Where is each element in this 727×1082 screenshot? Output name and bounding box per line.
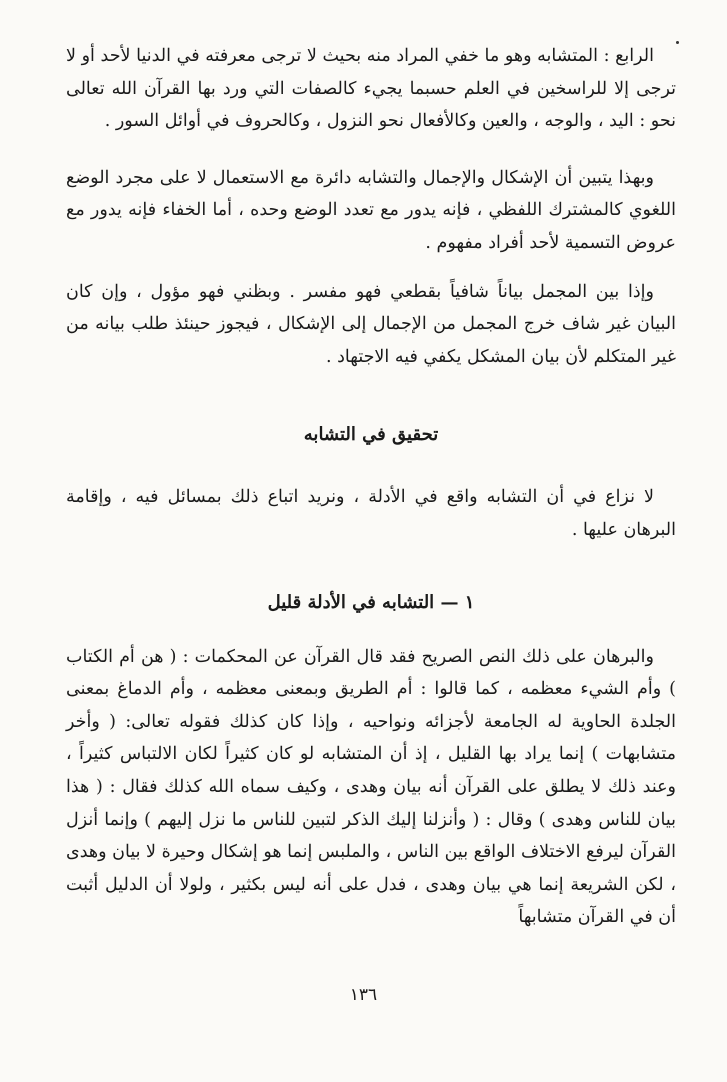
- ink-dot: [676, 41, 679, 44]
- page-body: [66, 40, 676, 934]
- paragraph-4: لا نزاع في أن التشابه واقع في الأدلة ، ونريد اتباع ذلك بمسائل فيه ، وإقامة البرهان عليها .: [66, 487, 676, 540]
- paragraph-5: والبرهان على ذلك النص الصريح فقد قال القرآن عن المحكمات : ( هن أم الكتاب ) وأم الشيء معظمه ، كما قالوا : أم الطريق وبمعنى معظمه ، وأم الدماغ بمعنى الجلدة الحاوية له الجامعة لأجزائه ونواحيه ، وإذا كان كذلك فقوله تعالى: ( وأخر متشابهات ) إنما يراد بها القليل ، إذ أن المتشابه لو كان كثيراً لكان الالتباس كثيراً ، وعند ذلك لا يطلق على القرآن أنه بيان وهدى ، وكيف سماه الله كذلك فقال : ( هذا بيان للناس وهدى ) وقال : ( وأنزلنا إليك الذكر لتبين للناس ما نزل إليهم ) وإنما أنزل القرآن ليرفع الاختلاف الواقع بين الناس ، والملبس إنما هو إشكال وحيرة لا بيان وهدى ، لكن الشريعة إنما هي بيان وهدى ، فدل على أنه ليس بكثير ، ولولا أن الدليل أثبت أن في القرآن متشابهاً: [66, 646, 676, 928]
- subsection-heading: ١ — التشابه في الأدلة قليل: [267, 591, 475, 613]
- page-number: ١٣٦: [349, 985, 378, 1005]
- paragraph-1: الرابع : المتشابه وهو ما خفي المراد منه بحيث لا ترجى معرفته في الدنيا لأحد أو لا ترجى إلا للراسخين في العلم حسبما يجيء كالصفات التي ورد بها القرآن الله تعالى نحو : اليد ، والوجه ، والعين وكالأفعال نحو النزول ، وكالحروف في أوائل السور .: [66, 46, 676, 132]
- paragraph-3: وإذا بين المجمل بياناً شافياً بقطعي فهو مفسر . وبظني فهو مؤول ، وإن كان البيان غير شاف خرج المجمل من الإجمال إلى الإشكال ، فيجوز حينئذ طلب بيانه من غير المتكلم لأن بيان المشكل يكفي فيه الاجتهاد .: [66, 281, 676, 367]
- section-heading: تحقيق في التشابه: [303, 424, 439, 446]
- paragraph-2: وبهذا يتبين أن الإشكال والإجمال والتشابه دائرة مع الاستعمال لا على مجرد الوضع اللغوي كالمشترك اللفظي ، فإنه يدور مع تعدد الوضع وحده ، أما الخفاء فإنه يدور مع عروض التسمية لأحد أفراد مفهوم .: [66, 167, 676, 253]
